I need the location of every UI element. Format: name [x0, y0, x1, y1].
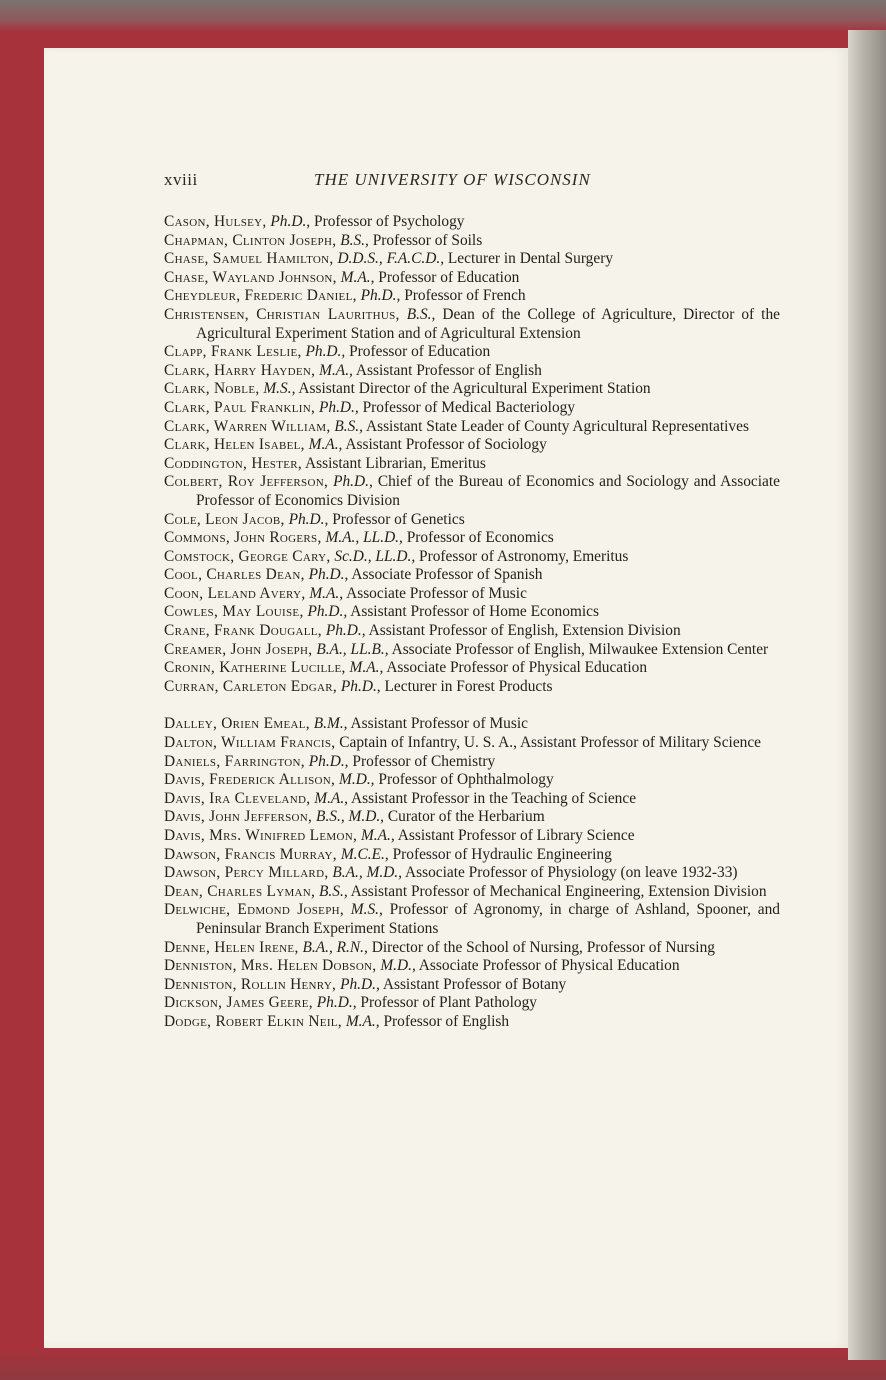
faculty-degree: Ph.D., [308, 566, 349, 584]
faculty-entry [164, 678, 780, 697]
faculty-degree: Ph.D., [307, 603, 348, 621]
faculty-title: Professor of Hydraulic Engineering [392, 845, 612, 863]
faculty-name: Cronin, Katherine Lucille, [164, 659, 346, 677]
faculty-name: Clapp, Frank Leslie, [164, 343, 302, 361]
faculty-degree: M.A., LL.D., [325, 529, 403, 547]
faculty-list [164, 213, 780, 1032]
faculty-entry [164, 771, 780, 790]
faculty-entry [164, 343, 780, 362]
faculty-name: Coddington, Hester, [164, 454, 303, 472]
faculty-title: Assistant Professor of Sociology [345, 436, 547, 454]
faculty-degree: M.A., [340, 268, 375, 286]
faculty-title: Associate Professor of Music [346, 584, 527, 602]
faculty-title: Professor of French [404, 287, 526, 305]
faculty-entry [164, 473, 780, 510]
faculty-degree: B.S., [319, 882, 348, 900]
faculty-entry [164, 994, 780, 1013]
faculty-entry [164, 827, 780, 846]
faculty-entry [164, 529, 780, 548]
faculty-name: Chapman, Clinton Joseph, [164, 231, 337, 249]
faculty-title: Assistant Professor of Library Science [397, 827, 635, 844]
faculty-entry [164, 957, 780, 976]
faculty-name: Dean, Charles Lyman, [164, 882, 316, 900]
faculty-name: Dalton, William Francis, [164, 734, 336, 752]
faculty-degree: Ph.D., [308, 752, 349, 770]
faculty-name: Clark, Harry Hayden, [164, 361, 316, 379]
faculty-name: Clark, Noble, [164, 380, 260, 398]
faculty-name: Cason, Hulsey, [164, 213, 267, 230]
faculty-entry [164, 436, 780, 455]
faculty-entry [164, 715, 780, 734]
faculty-title: Assistant Professor of English, Extension Division [368, 622, 681, 640]
faculty-title: Assistant Professor of Botany [382, 975, 567, 993]
faculty-entry [164, 362, 780, 381]
faculty-title: Lecturer in Forest Products [384, 677, 553, 695]
faculty-entry [164, 603, 780, 622]
faculty-degree: B.A., M.D., [332, 864, 402, 882]
page-edge-shadow [848, 30, 886, 1360]
faculty-degree: Ph.D., [318, 398, 359, 416]
faculty-degree: B.S., [406, 305, 436, 323]
faculty-degree: M.D., [380, 957, 416, 975]
faculty-name: Cheydleur, Frederic Daniel, [164, 287, 357, 305]
faculty-degree: D.D.S., F.A.C.D., [337, 250, 445, 268]
faculty-entry [164, 511, 780, 530]
faculty-title: Assistant Director of the Agricultural Experiment Station [298, 380, 651, 398]
faculty-title: Assistant Librarian, Emeritus [305, 454, 486, 472]
faculty-name: Dawson, Francis Murray, [164, 845, 337, 863]
faculty-title: Professor of Medical Bacteriology [362, 398, 576, 416]
faculty-name: Dickson, James Geere, [164, 994, 313, 1012]
faculty-title: Associate Professor of Physical Education [386, 659, 648, 677]
faculty-title: Associate Professor of Physical Education [418, 957, 680, 975]
faculty-name: Cole, Leon Jacob, [164, 510, 285, 528]
faculty-degree: M.A., [308, 436, 343, 454]
faculty-name: Curran, Carleton Edgar, [164, 677, 338, 695]
faculty-title: Professor of Education [378, 268, 520, 286]
page-number: xviii [164, 170, 198, 189]
faculty-title: Associate Professor of Spanish [351, 566, 543, 584]
faculty-entry [164, 548, 780, 567]
faculty-name: Clark, Warren William, [164, 417, 331, 435]
binding-bottom-edge [0, 1348, 886, 1380]
faculty-name: Clark, Helen Isabel, [164, 436, 305, 454]
faculty-name: Dodge, Robert Elkin Neil, [164, 1012, 342, 1030]
faculty-name: Davis, Ira Cleveland, [164, 789, 311, 807]
faculty-name: Davis, Mrs. Winifred Lemon, [164, 827, 358, 844]
faculty-degree: Sc.D., LL.D., [334, 547, 416, 565]
faculty-title: Assistant Professor of Mechanical Engineering, Extension Division [350, 882, 767, 900]
faculty-title: Lecturer in Dental Surgery [447, 250, 614, 268]
faculty-degree: M.A., [319, 361, 353, 379]
faculty-entry [164, 585, 780, 604]
faculty-entry [164, 846, 780, 865]
faculty-entry [164, 1013, 780, 1032]
faculty-name: Denniston, Mrs. Helen Dobson, [164, 957, 377, 975]
faculty-title: Professor of Soils [372, 231, 483, 249]
faculty-entry [164, 976, 780, 995]
faculty-entry [164, 418, 780, 437]
page-header [164, 170, 780, 194]
faculty-degree: Ph.D., [340, 677, 381, 695]
faculty-title: Professor of Astronomy, Emeritus [419, 547, 629, 565]
faculty-name: Comstock, George Cary, [164, 547, 331, 565]
faculty-entry [164, 790, 780, 809]
faculty-degree: M.A., [349, 659, 384, 677]
faculty-degree: M.C.E., [340, 845, 389, 863]
faculty-name: Daniels, Farrington, [164, 752, 305, 770]
faculty-name: Davis, Frederick Allison, [164, 771, 336, 789]
faculty-entry [164, 269, 780, 288]
faculty-degree: M.S., [263, 380, 296, 398]
faculty-degree: B.M., [313, 715, 348, 733]
faculty-title: Assistant Professor of English [355, 361, 542, 379]
faculty-degree: Ph.D., [340, 975, 380, 993]
faculty-entry [164, 232, 780, 251]
faculty-name: Clark, Paul Franklin, [164, 398, 316, 416]
faculty-title: Professor of Economics [406, 529, 554, 547]
faculty-name: Colbert, Roy Jefferson, [164, 473, 329, 491]
faculty-name: Dalley, Orien Emeal, [164, 715, 310, 733]
faculty-name: Davis, John Jefferson, [164, 808, 313, 826]
faculty-name: Denniston, Rollin Henry, [164, 975, 337, 993]
faculty-degree: M.A., [360, 827, 395, 844]
faculty-degree: Ph.D., [360, 287, 401, 305]
faculty-name: Coon, Leland Avery, [164, 584, 306, 602]
faculty-name: Crane, Frank Dougall, [164, 622, 322, 640]
faculty-title: Director of the School of Nursing, Professor of Nursing [371, 938, 715, 956]
faculty-entry [164, 622, 780, 641]
faculty-title: Professor of English [383, 1012, 510, 1030]
faculty-entry [164, 250, 780, 269]
faculty-name: Denne, Helen Irene, [164, 938, 299, 956]
faculty-title: Assistant Professor in the Teaching of Science [351, 789, 637, 807]
faculty-entry [164, 213, 780, 232]
faculty-degree: B.A., LL.B., [316, 640, 389, 658]
faculty-entry [164, 808, 780, 827]
faculty-name: Cool, Charles Dean, [164, 566, 305, 584]
section-gap [164, 696, 780, 715]
faculty-name: Commons, John Rogers, [164, 529, 322, 547]
faculty-entry [164, 753, 780, 772]
faculty-name: Delwiche, Edmond Joseph, [164, 901, 345, 919]
faculty-entry [164, 864, 780, 883]
faculty-entry [164, 566, 780, 585]
faculty-entry [164, 939, 780, 958]
faculty-entry [164, 883, 780, 902]
faculty-degree: M.D., [339, 771, 375, 789]
faculty-name: Chase, Samuel Hamilton, [164, 250, 334, 268]
faculty-degree: Ph.D., [316, 994, 357, 1012]
faculty-entry [164, 380, 780, 399]
faculty-entry [164, 306, 780, 343]
faculty-title: Professor of Psychology [314, 213, 465, 230]
faculty-title: Professor of Chemistry [352, 752, 496, 770]
faculty-title: Associate Professor of Physiology (on leave 1932-33) [405, 864, 738, 882]
faculty-degree: B.A., R.N., [302, 938, 368, 956]
faculty-degree: Ph.D., [305, 343, 346, 361]
faculty-degree: M.A., [309, 584, 344, 602]
faculty-degree: M.A., [345, 1012, 380, 1030]
running-title: THE UNIVERSITY OF WISCONSIN [314, 170, 591, 189]
faculty-name: Cowles, May Louise, [164, 603, 304, 621]
faculty-degree: Ph.D., [288, 510, 329, 528]
faculty-entry [164, 641, 780, 660]
faculty-title: Dean of the College of Agriculture, Director of the Agricultural Experiment Station and of Agricultural Extension [196, 305, 780, 342]
faculty-entry [164, 287, 780, 306]
faculty-degree: M.S., [350, 901, 383, 919]
faculty-title: Professor of Ophthalmology [378, 771, 554, 789]
faculty-title: Captain of Infantry, U. S. A., Assistant Professor of Military Science [339, 734, 762, 752]
faculty-degree: Ph.D., [333, 473, 373, 491]
faculty-degree: B.S., [334, 417, 363, 435]
faculty-title: Professor of Agronomy, in charge of Ashland, Spooner, and Peninsular Branch Experiment Stations [196, 901, 780, 937]
faculty-entry [164, 455, 780, 474]
faculty-name: Dawson, Percy Millard, [164, 864, 329, 882]
faculty-name: Christensen, Christian Laurithus, [164, 305, 400, 323]
binding-top-edge [0, 0, 886, 32]
faculty-degree: M.A., [314, 789, 349, 807]
faculty-title: Curator of the Herbarium [387, 808, 545, 826]
faculty-title: Assistant Professor of Music [350, 715, 528, 733]
faculty-title: Professor of Education [349, 343, 491, 361]
faculty-name: Chase, Wayland Johnson, [164, 268, 337, 286]
faculty-entry [164, 659, 780, 678]
faculty-degree: B.S., M.D., [316, 808, 385, 826]
faculty-entry [164, 901, 780, 938]
faculty-entry [164, 734, 780, 753]
faculty-title: Assistant Professor of Home Economics [350, 603, 600, 621]
faculty-entry [164, 399, 780, 418]
faculty-degree: Ph.D., [270, 213, 311, 230]
faculty-title: Assistant State Leader of County Agricultural Representatives [365, 417, 749, 435]
faculty-title: Professor of Plant Pathology [360, 994, 537, 1012]
faculty-name: Creamer, John Joseph, [164, 640, 313, 658]
faculty-degree: B.S., [340, 231, 369, 249]
faculty-degree: Ph.D., [325, 622, 366, 640]
faculty-title: Associate Professor of English, Milwaukee Extension Center [391, 640, 769, 658]
faculty-title: Professor of Genetics [332, 510, 465, 528]
faculty-title: Chief of the Bureau of Economics and Sociology and Associate Professor of Economics Division [196, 473, 780, 509]
